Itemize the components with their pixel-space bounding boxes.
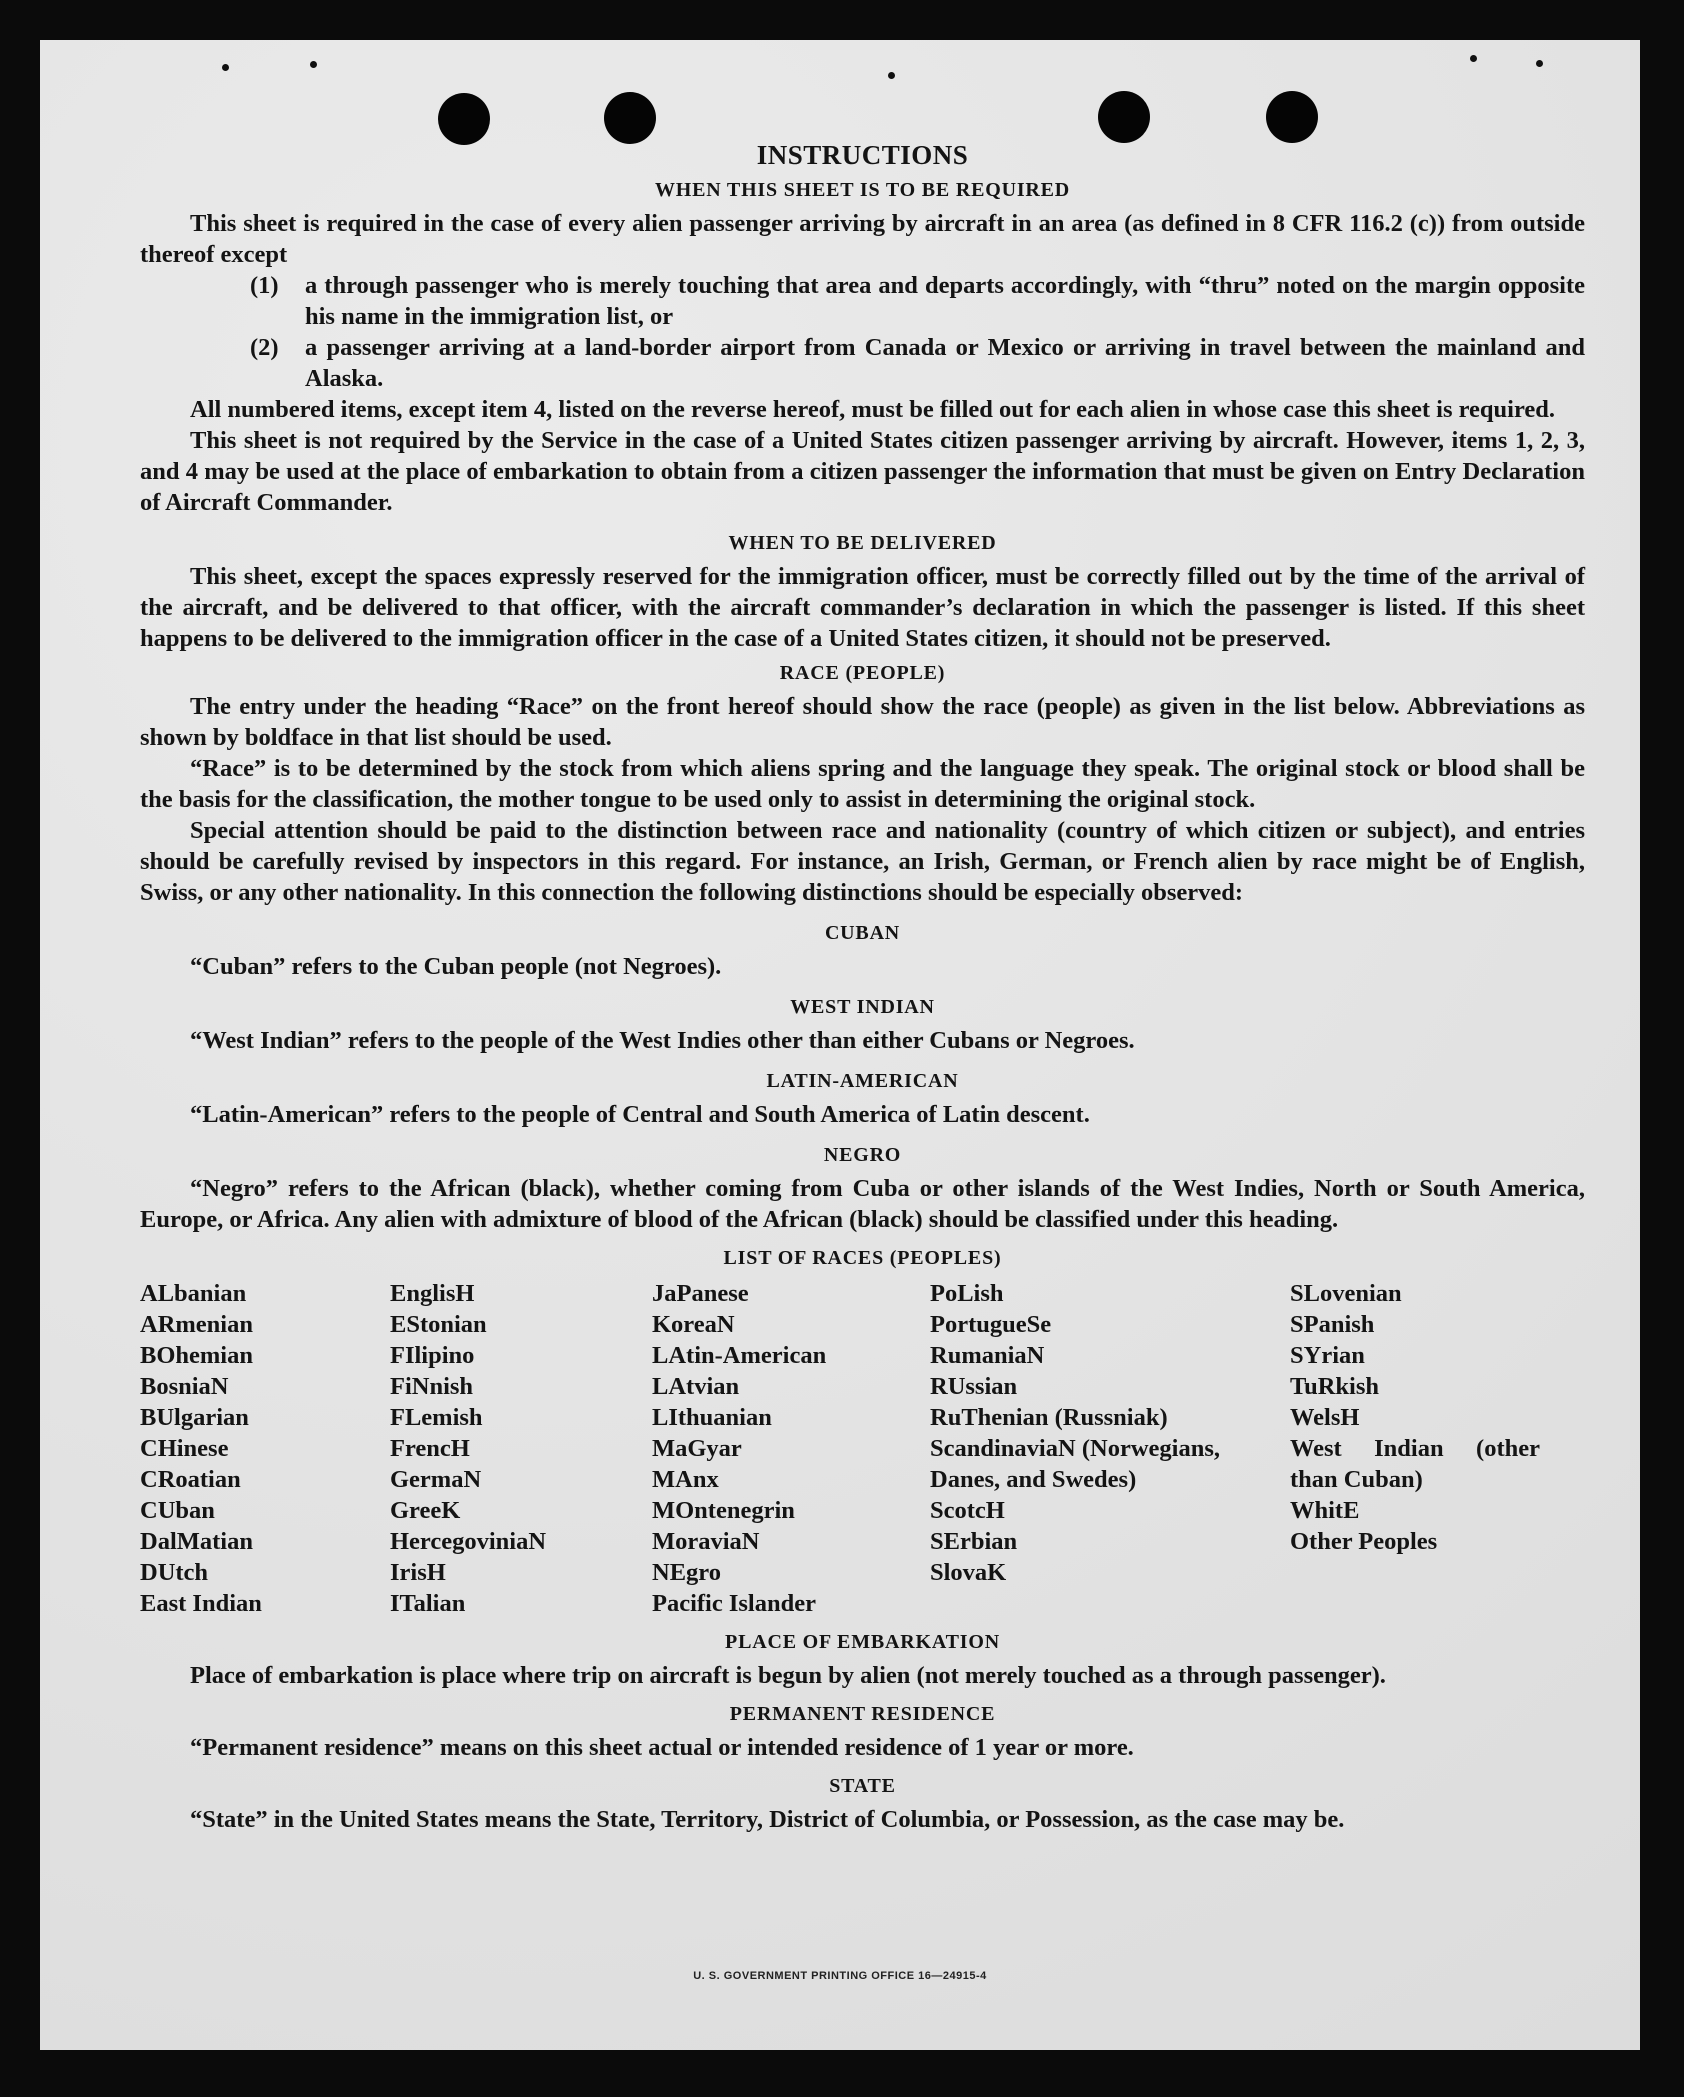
race-entry: JaPanese <box>652 1280 749 1307</box>
race-entry: ALbanian <box>140 1280 247 1307</box>
section-heading-delivered: WHEN TO BE DELIVERED <box>728 532 997 554</box>
punch-hole <box>438 93 490 145</box>
punch-hole <box>604 92 656 144</box>
race-entry: TuRkish <box>1290 1373 1380 1400</box>
race-entry: WhitE <box>1290 1497 1360 1524</box>
west-indian-text: “West Indian” refers to the people of the West Indies other than either Cubans or Negroes. <box>190 1027 1135 1054</box>
race-entry: LAtin-American <box>652 1342 827 1369</box>
permanent-residence-text: “Permanent residence” means on this sheet actual or intended residence of 1 year or more. <box>190 1734 1134 1761</box>
race-entry: CRoatian <box>140 1466 241 1493</box>
race-paragraph-2: “Race” is to be determined by the stock from which aliens spring and the language they speak. The original stock or blood shall be the basis for the classification, the mother tongue to be used only to assist in determining the original stock. <box>140 755 1585 813</box>
race-entry: ITalian <box>390 1590 466 1617</box>
race-entry: ScandinaviaN (Norwegians, Danes, and Swedes) <box>930 1435 1220 1493</box>
race-entry: EStonian <box>390 1311 487 1338</box>
instructions-content <box>140 140 1585 1835</box>
race-entry: PortugueSe <box>930 1311 1052 1338</box>
race-entry: HercegoviniaN <box>390 1528 547 1555</box>
races-table <box>140 1278 1585 1619</box>
race-entry: ScotcH <box>930 1497 1005 1524</box>
race-entry: IrisH <box>390 1559 446 1586</box>
state-text: “State” in the United States means the State, Territory, District of Columbia, or Possession, as the case may be. <box>190 1806 1345 1833</box>
race-entry: RUssian <box>930 1373 1018 1400</box>
section-heading-latin-american: LATIN-AMERICAN <box>766 1070 959 1092</box>
race-entry: SErbian <box>930 1528 1018 1555</box>
race-entry: SlovaK <box>930 1559 1007 1586</box>
race-entry: GreeK <box>390 1497 461 1524</box>
section-heading-required: WHEN THIS SHEET IS TO BE REQUIRED <box>654 179 1071 201</box>
negro-text: “Negro” refers to the African (black), whether coming from Cuba or other islands of the West Indies, North or South America, Europe, or Africa. Any alien with admixture of blood of the African (black) should be classified under this heading. <box>140 1175 1585 1233</box>
section-heading-cuban: CUBAN <box>824 922 901 944</box>
race-entry: MOntenegrin <box>652 1497 795 1524</box>
latin-american-text: “Latin-American” refers to the people of Central and South America of Latin descent. <box>190 1101 1090 1128</box>
exception-item <box>250 270 1585 332</box>
print-speck <box>1470 55 1477 62</box>
race-entry: BosniaN <box>140 1373 229 1400</box>
race-entry: PoLish <box>930 1280 1004 1307</box>
race-entry: RumaniaN <box>930 1342 1045 1369</box>
embarkation-text: Place of embarkation is place where trip on aircraft is begun by alien (not merely touched as a through passenger). <box>190 1662 1386 1689</box>
race-entry: DUtch <box>140 1559 209 1586</box>
race-entry: SYrian <box>1290 1342 1365 1369</box>
print-speck <box>1536 60 1543 67</box>
delivered-text: This sheet, except the spaces expressly reserved for the immigration officer, must be correctly filled out by the time of the arrival of the aircraft, and be delivered to that officer, with the aircraft commander’s declaration in which the passenger is listed. If this sheet happens to be delivered to the immigration officer in the case of a United States citizen, it should not be preserved. <box>140 563 1585 652</box>
races-column <box>930 1278 1290 1619</box>
punch-hole <box>1266 91 1318 143</box>
races-column <box>140 1278 390 1619</box>
page-title: INSTRUCTIONS <box>756 140 969 170</box>
race-entry: CUban <box>140 1497 215 1524</box>
print-speck <box>888 72 895 79</box>
race-entry: EnglisH <box>390 1280 475 1307</box>
race-entry: MaGyar <box>652 1435 742 1462</box>
section-heading-west-indian: WEST INDIAN <box>790 996 935 1018</box>
cuban-text: “Cuban” refers to the Cuban people (not Negroes). <box>190 953 722 980</box>
race-entry: Other Peoples <box>1290 1528 1438 1555</box>
printing-office-footer: U. S. GOVERNMENT PRINTING OFFICE 16—24915-4 <box>693 1970 987 1982</box>
required-paragraph-3: This sheet is not required by the Service in the case of a United States citizen passenger arriving by aircraft. However, items 1, 2, 3, and 4 may be used at the place of embarkation to obtain from a citizen passenger the information that must be given on Entry Declaration of Aircraft Commander. <box>140 427 1585 516</box>
races-column <box>652 1278 930 1619</box>
race-entry: Pacific Islander <box>652 1590 816 1617</box>
race-entry: FiNnish <box>390 1373 474 1400</box>
exception-item <box>250 332 1585 394</box>
race-entry: FIlipino <box>390 1342 475 1369</box>
race-entry: CHinese <box>140 1435 229 1462</box>
race-entry: LIthuanian <box>652 1404 772 1431</box>
races-column <box>390 1278 652 1619</box>
section-heading-embarkation: PLACE OF EMBARKATION <box>725 1631 1000 1653</box>
race-entry: SPanish <box>1290 1311 1375 1338</box>
required-intro: This sheet is required in the case of every alien passenger arriving by aircraft in an area (as defined in 8 CFR 116.2 (c)) from outside thereof except <box>140 210 1585 268</box>
race-paragraph-3: Special attention should be paid to the distinction between race and nationality (country of which citizen or subject), and entries should be carefully revised by inspectors in this regard. For instance, an Irish, German, or French alien by race might be of English, Swiss, or any other nationality. In this connection the following distinctions should be especially observed: <box>140 817 1585 906</box>
print-speck <box>310 61 317 68</box>
race-entry: MAnx <box>652 1466 719 1493</box>
race-paragraph-1: The entry under the heading “Race” on the front hereof should show the race (people) as given in the list below. Abbreviations as shown by boldface in that list should be used. <box>140 693 1585 751</box>
race-entry: GermaN <box>390 1466 482 1493</box>
race-entry: BUlgarian <box>140 1404 249 1431</box>
section-heading-permanent-residence: PERMANENT RESIDENCE <box>729 1703 996 1725</box>
race-entry: WelsH <box>1290 1404 1360 1431</box>
section-heading-list-of-races: LIST OF RACES (PEOPLES) <box>723 1247 1002 1269</box>
exception-text: a through passenger who is merely touching that area and departs accordingly, with “thru” noted on the margin opposite his name in the immigration list, or <box>305 272 1585 330</box>
race-entry: ARmenian <box>140 1311 253 1338</box>
race-entry: FrencH <box>390 1435 470 1462</box>
race-entry: FLemish <box>390 1404 483 1431</box>
race-entry: NEgro <box>652 1559 721 1586</box>
section-heading-state: STATE <box>829 1775 896 1797</box>
section-heading-race: RACE (PEOPLE) <box>779 662 946 684</box>
race-entry: MoraviaN <box>652 1528 760 1555</box>
race-entry: East Indian <box>140 1590 262 1617</box>
races-column <box>1290 1278 1585 1619</box>
punch-hole <box>1098 91 1150 143</box>
section-heading-negro: NEGRO <box>823 1144 902 1166</box>
race-entry: RuThenian (Russniak) <box>930 1404 1168 1431</box>
race-entry: DalMatian <box>140 1528 253 1555</box>
race-entry: SLovenian <box>1290 1280 1402 1307</box>
race-entry: KoreaN <box>652 1311 735 1338</box>
exception-number: (1) <box>250 272 279 299</box>
required-paragraph-2: All numbered items, except item 4, listed on the reverse hereof, must be filled out for each alien in whose case this sheet is required. <box>190 396 1556 423</box>
document-sheet <box>40 40 1640 2050</box>
exception-text: a passenger arriving at a land-border airport from Canada or Mexico or arriving in travel between the mainland and Alaska. <box>305 334 1585 392</box>
race-entry: BOhemian <box>140 1342 253 1369</box>
exception-number: (2) <box>250 334 279 361</box>
race-entry: West Indian (other than Cuban) <box>1290 1435 1540 1493</box>
race-entry: LAtvian <box>652 1373 740 1400</box>
print-speck <box>222 64 229 71</box>
